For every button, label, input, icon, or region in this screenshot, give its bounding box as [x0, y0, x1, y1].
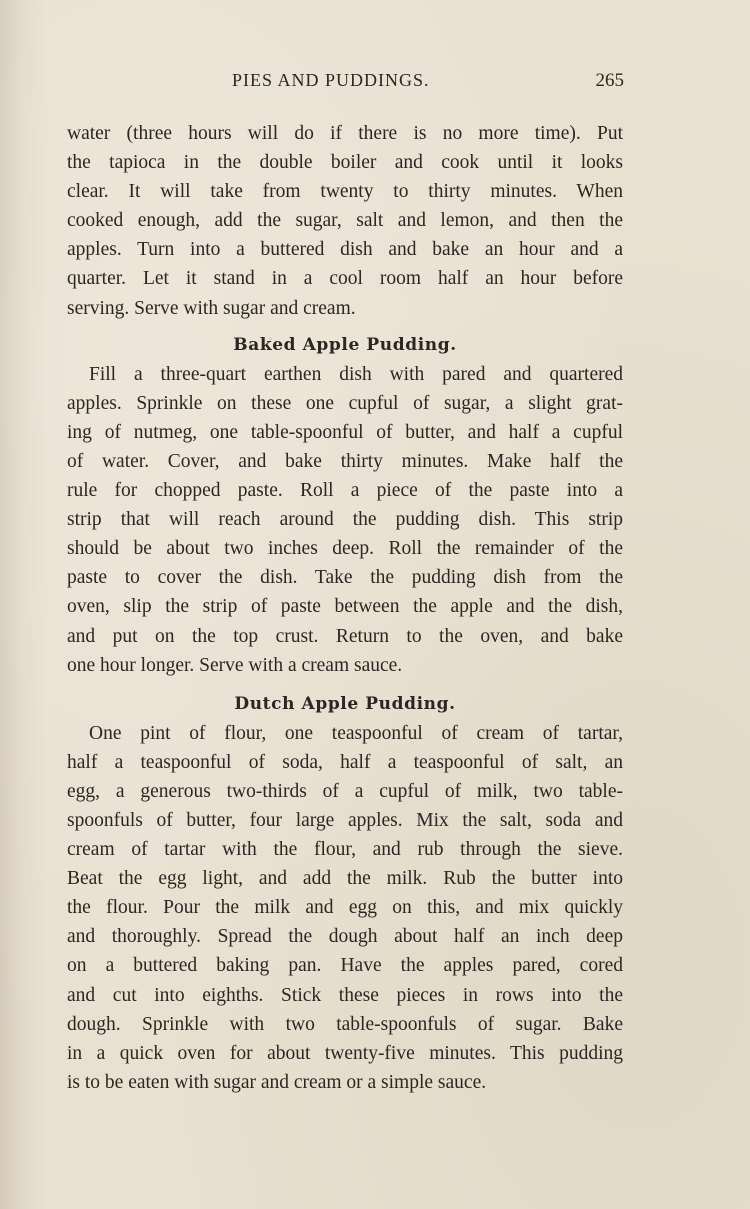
text-line: half a teaspoonful of soda, half a teaspoonful of salt, an — [67, 751, 623, 773]
text-line: spoonfuls of butter, four large apples. Mix the salt, soda and — [67, 809, 623, 831]
text-line: cream of tartar with the flour, and rub through the sieve. — [67, 839, 623, 861]
text-line: One pint of flour, one teaspoonful of cream of tartar, — [89, 722, 623, 744]
text-line: oven, slip the strip of paste between the apple and the dish, — [67, 596, 623, 618]
text-line: the tapioca in the double boiler and cook until it looks — [67, 152, 623, 174]
text-line: the flour. Pour the milk and egg on this, and mix quickly — [67, 897, 623, 919]
text-line: Fill a three-quart earthen dish with pared and quartered — [89, 363, 623, 385]
text-line: of water. Cover, and bake thirty minutes. Make half the — [67, 450, 623, 472]
text-line: rule for chopped paste. Roll a piece of the paste into a — [67, 480, 623, 502]
text-line: egg, a generous two-thirds of a cupful of milk, two table- — [67, 780, 623, 802]
text-line: on a buttered baking pan. Have the apples pared, cored — [67, 955, 623, 977]
recipe-baked-apple-pudding-paragraph — [67, 360, 623, 680]
page-body — [67, 119, 623, 1097]
text-line: ing of nutmeg, one table-spoonful of butter, and half a cupful — [67, 421, 623, 443]
text-line: water (three hours will do if there is no more time). Put — [67, 123, 623, 144]
text-line: serving. Serve with sugar and cream. — [67, 297, 356, 319]
text-line: strip that will reach around the pudding dish. This strip — [67, 509, 623, 531]
text-line: Beat the egg light, and add the milk. Rub the butter into — [67, 868, 623, 890]
page-number: 265 — [595, 70, 624, 91]
text-line: quarter. Let it stand in a cool room half an hour before — [67, 268, 623, 290]
text-line: paste to cover the dish. Take the pudding dish from the — [67, 567, 623, 589]
text-line: should be about two inches deep. Roll the remainder of the — [67, 538, 623, 560]
intro-paragraph — [67, 119, 623, 323]
text-line: clear. It will take from twenty to thirty minutes. When — [67, 181, 623, 203]
recipe-heading-dutch-apple-pudding: Dutch Apple Pudding. — [234, 693, 456, 714]
text-line: one hour longer. Serve with a cream sauce. — [67, 654, 403, 676]
recipe-dutch-apple-pudding-paragraph — [67, 719, 623, 1097]
text-line: and thoroughly. Spread the dough about half an inch deep — [67, 926, 623, 948]
text-line: dough. Sprinkle with two table-spoonfuls of sugar. Bake — [67, 1013, 623, 1035]
text-line: and put on the top crust. Return to the oven, and bake — [67, 625, 623, 647]
text-line: apples. Turn into a buttered dish and bake an hour and a — [67, 239, 623, 261]
recipe-heading-baked-apple-pudding: Baked Apple Pudding. — [233, 334, 457, 355]
running-head — [66, 70, 626, 98]
text-line: is to be eaten with sugar and cream or a simple sauce. — [67, 1071, 487, 1093]
text-line: in a quick oven for about twenty-five minutes. This pudding — [67, 1042, 623, 1064]
text-line: and cut into eighths. Stick these pieces in rows into the — [67, 984, 623, 1006]
running-title: PIES AND PUDDINGS. — [232, 70, 430, 90]
text-line: cooked enough, add the sugar, salt and lemon, and then the — [67, 210, 623, 232]
text-line: apples. Sprinkle on these one cupful of sugar, a slight grat- — [67, 392, 623, 414]
